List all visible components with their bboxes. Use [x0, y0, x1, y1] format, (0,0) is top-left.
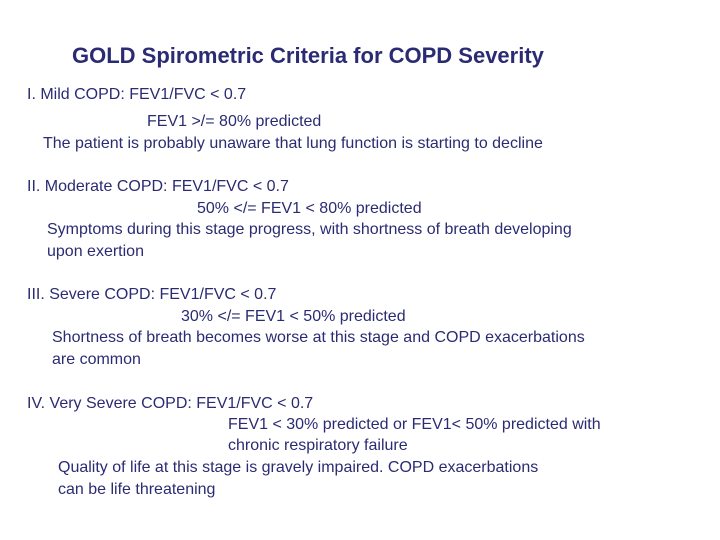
- stage-2-description-line-2: upon exertion: [47, 243, 144, 260]
- stage-1-heading: I. Mild COPD: FEV1/FVC < 0.7: [27, 86, 247, 103]
- stage-2-heading: II. Moderate COPD: FEV1/FVC < 0.7: [27, 178, 289, 195]
- stage-3-description-line-2: are common: [52, 351, 141, 368]
- stage-4-description-line-2: can be life threatening: [58, 481, 216, 498]
- stage-3-heading: III. Severe COPD: FEV1/FVC < 0.7: [27, 286, 277, 303]
- slide-title: GOLD Spirometric Criteria for COPD Severity: [72, 43, 544, 68]
- stage-4-criterion-line-1: FEV1 < 30% predicted or FEV1< 50% predicted with: [228, 416, 601, 433]
- stage-1-description: The patient is probably unaware that lung function is starting to decline: [43, 135, 543, 152]
- stage-1-criterion: FEV1 >/= 80% predicted: [147, 113, 322, 130]
- stage-3-description-line-1: Shortness of breath becomes worse at this stage and COPD exacerbations: [52, 329, 585, 346]
- stage-4-criterion-line-2: chronic respiratory failure: [228, 437, 408, 454]
- stage-4-description-line-1: Quality of life at this stage is gravely impaired. COPD exacerbations: [58, 459, 539, 476]
- stage-2-description-line-1: Symptoms during this stage progress, with shortness of breath developing: [47, 221, 572, 238]
- stage-4-heading: IV. Very Severe COPD: FEV1/FVC < 0.7: [27, 395, 314, 412]
- stage-3-criterion: 30% </= FEV1 < 50% predicted: [181, 308, 406, 325]
- stage-2-criterion: 50% </= FEV1 < 80% predicted: [197, 200, 422, 217]
